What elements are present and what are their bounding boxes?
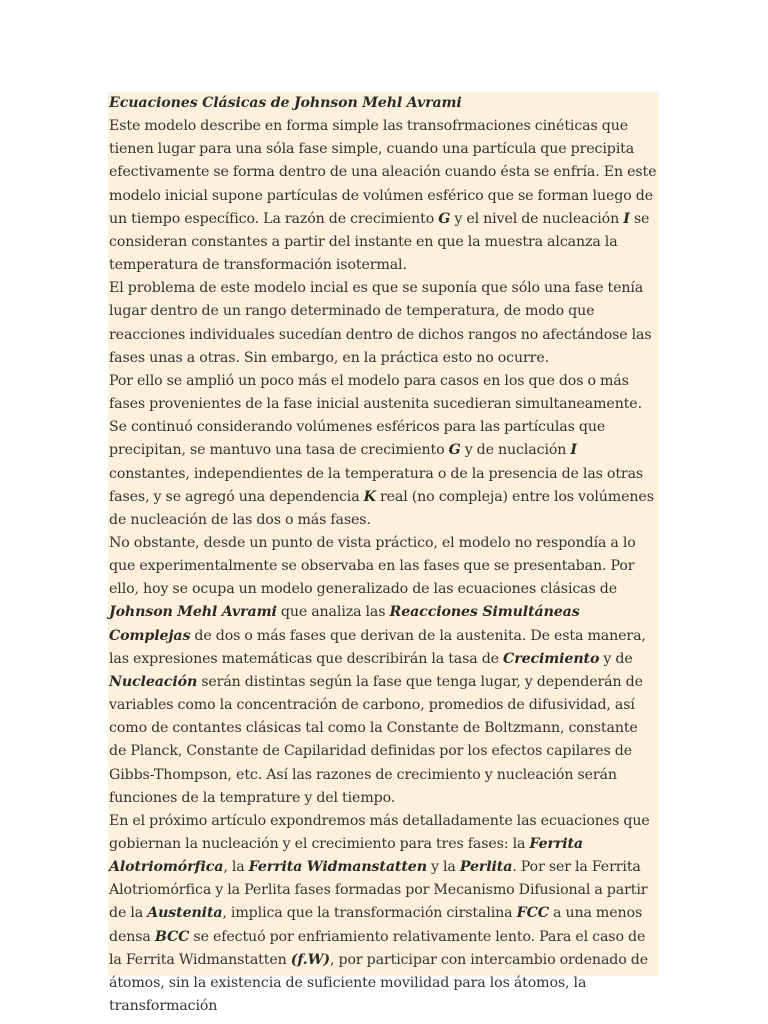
emphasized-term: Reacciones Simultáneas Complejas — [109, 604, 580, 644]
emphasized-term: Perlita — [459, 859, 513, 876]
emphasized-term: Ferrita Widmanstatten — [248, 859, 427, 876]
emphasized-term: Crecimiento — [503, 650, 600, 667]
emphasized-term: Ferrita Alotriomórfica — [109, 836, 583, 876]
emphasized-term: (f.W) — [290, 951, 331, 968]
paragraph: Este modelo describe en forma simple las transofrmaciones cinéticas que tienen lugar para una sóla fase simple, cuando una partícula que precipita efectivamente se forma dentro de una aleación cuando ésta se enfría. En este modelo inicial supone partículas de volúmen esférico que se forman luego de un tiempo específico. La razón de crecimiento G y el nivel de nucleación I se consideran constantes a partir del instante en que la muestra alcanza la temperatura de transformación isotermal. — [109, 118, 657, 274]
document-page — [108, 92, 659, 1015]
emphasized-term: G — [438, 210, 451, 227]
paragraph: No obstante, desde un punto de vista práctico, el modelo no respondía a lo que experimentalmente se observaba en las fases que se presentaban. Por ello, hoy se ocupa un modelo generalizado de las ecuaciones clásicas de Johnson Mehl Avrami que analiza las Reacciones Simultáneas Complejas de dos o más fases que derivan de la austenita. De esta manera, las expresiones matemáticas que describirán la tasa de Crecimiento y de Nucleación serán distintas según la fase que tenga lugar, y dependerán de variables como la concentración de carbono, promedios de difusividad, así como de contantes clásicas tal como la Constante de Boltzmann, constante de Planck, Constante de Capilaridad definidas por los efectos capilares de Gibbs-Thompson, etc. Así las razones de crecimiento y nucleación serán funciones de la temprature y del tiempo. — [109, 534, 646, 806]
emphasized-term: I — [623, 210, 630, 227]
emphasized-term: G — [448, 442, 461, 459]
emphasized-term: Nucleación — [109, 673, 198, 690]
paragraph: En el próximo artículo expondremos más detalladamente las ecuaciones que gobiernan la nucleación y el crecimiento para tres fases: la Ferrita Alotriomórfica, la Ferrita Widmanstatten y la Perlita. Por ser la Ferrita Alotriomórfica y la Perlita fases formadas por Mecanismo Difusional a partir de la Austenita, implica que la transformación cirstalina FCC a una menos densa BCC se efectuó por enfriamiento relativamente lento. Para el caso de la Ferrita Widmanstatten (f.W), por participar con intercambio ordenado de átomos, sin la existencia de suficiente movilidad para los átomos, la transformación — [109, 812, 650, 1015]
emphasized-term: FCC — [516, 905, 549, 922]
emphasized-term: BCC — [154, 928, 190, 945]
paragraph: El problema de este modelo incial es que se suponía que sólo una fase tenía lugar dentro de un rango determinado de temperatura, de modo que reacciones individuales sucedían dentro de dichos rangos no afectándose las fases unas a otras. Sin embargo, en la práctica esto no ocurre. — [109, 280, 652, 366]
document-title: Ecuaciones Clásicas de Johnson Mehl Avrami — [109, 95, 462, 111]
paragraph: Por ello se amplió un poco más el modelo para casos en los que dos o más fases provenientes de la fase inicial austenita sucedieran simultaneamente. Se continuó considerando volúmenes esféricos para las partículas que precipitan, se mantuvo una tasa de crecimiento G y de nuclación I constantes, independientes de la temperatura o de la presencia de las otras fases, y se agregó una dependencia K real (no compleja) entre los volúmenes de nucleación de las dos o más fases. — [109, 372, 654, 528]
emphasized-term: Johnson Mehl Avrami — [109, 604, 277, 621]
emphasized-term: Austenita — [147, 905, 223, 922]
emphasized-term: I — [570, 442, 577, 459]
emphasized-term: K — [363, 488, 376, 505]
